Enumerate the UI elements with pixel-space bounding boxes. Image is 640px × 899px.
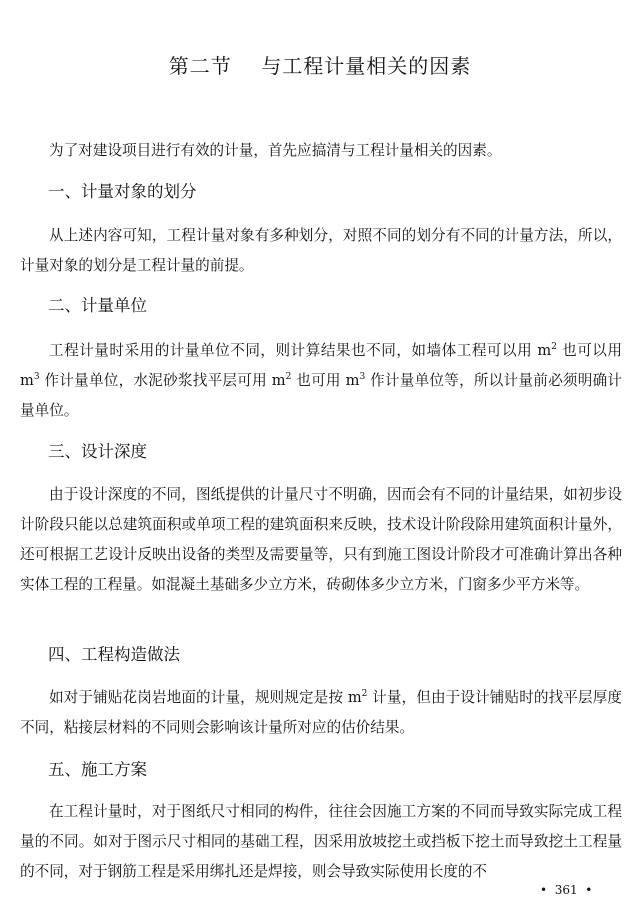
superscript-2: 2	[285, 372, 292, 383]
heading-construction-method: 四、工程构造做法	[48, 645, 180, 664]
paragraph-construction-plan: 在工程计量时，对于图纸尺寸相同的构件，往往会因施工方案的不同而导致实际完成工程量的不同。如对于图示尺寸相同的基础工程，因采用放坡挖土或挡板下挖土而导致挖土工程量的不同，对于钢筋工程是采用绑扎还是焊接，则会导致实际使用长度的不	[20, 803, 622, 880]
superscript-2: 2	[361, 689, 368, 700]
heading-design-depth: 三、设计深度	[48, 442, 147, 461]
heading-construction-plan: 五、施工方案	[48, 760, 147, 779]
paragraph-construction-method: 如对于铺贴花岗岩地面的计量，规则规定是按 $m^2$ 计量，但由于设计铺贴时的找平层厚度不同，粘接层材料的不同则会影响该计量所对应的估价结果。	[20, 689, 623, 736]
paragraph-measurement-unit: 工程计量时采用的计量单位不同，则计算结果也不同，如墙体工程可以用 $m^2$ 也可以用 $m^3$ 作计量单位，水泥砂浆找平层可用 $m^2$ 也可用 $m^3$ 作计量单位等，所以计量前必须明确计量单位。	[20, 342, 622, 419]
section-title: 第二节 与工程计量相关的因素	[168, 54, 472, 78]
superscript-3: 3	[33, 372, 40, 383]
paragraph-design-depth: 由于设计深度的不同，图纸提供的计量尺寸不明确，因而会有不同的计量结果，如初步设计阶段只能以总建筑面积或单项工程的建筑面积来反映，技术设计阶段除用建筑面积计量外，还可根据工艺设计反映出设备的类型及需要量等，只有到施工图设计阶段才可准确计算出各种实体工程的工程量。如混凝土基础多少立方米，砖砌体多少立方米，门窗多少平方米等。	[20, 486, 622, 593]
page-number: • 361 •	[540, 883, 593, 897]
superscript-2: 2	[551, 342, 557, 353]
intro-paragraph: 为了对建设项目进行有效的计量，首先应搞清与工程计量相关的因素。	[49, 142, 502, 159]
heading-measurement-object: 一、计量对象的划分	[48, 182, 197, 201]
heading-measurement-unit: 二、计量单位	[48, 296, 147, 315]
paragraph-measurement-object: 从上述内容可知，工程计量对象有多种划分，对照不同的划分有不同的计量方法，所以，计量对象的划分是工程计量的前提。	[20, 227, 622, 274]
superscript-3: 3	[359, 372, 366, 383]
